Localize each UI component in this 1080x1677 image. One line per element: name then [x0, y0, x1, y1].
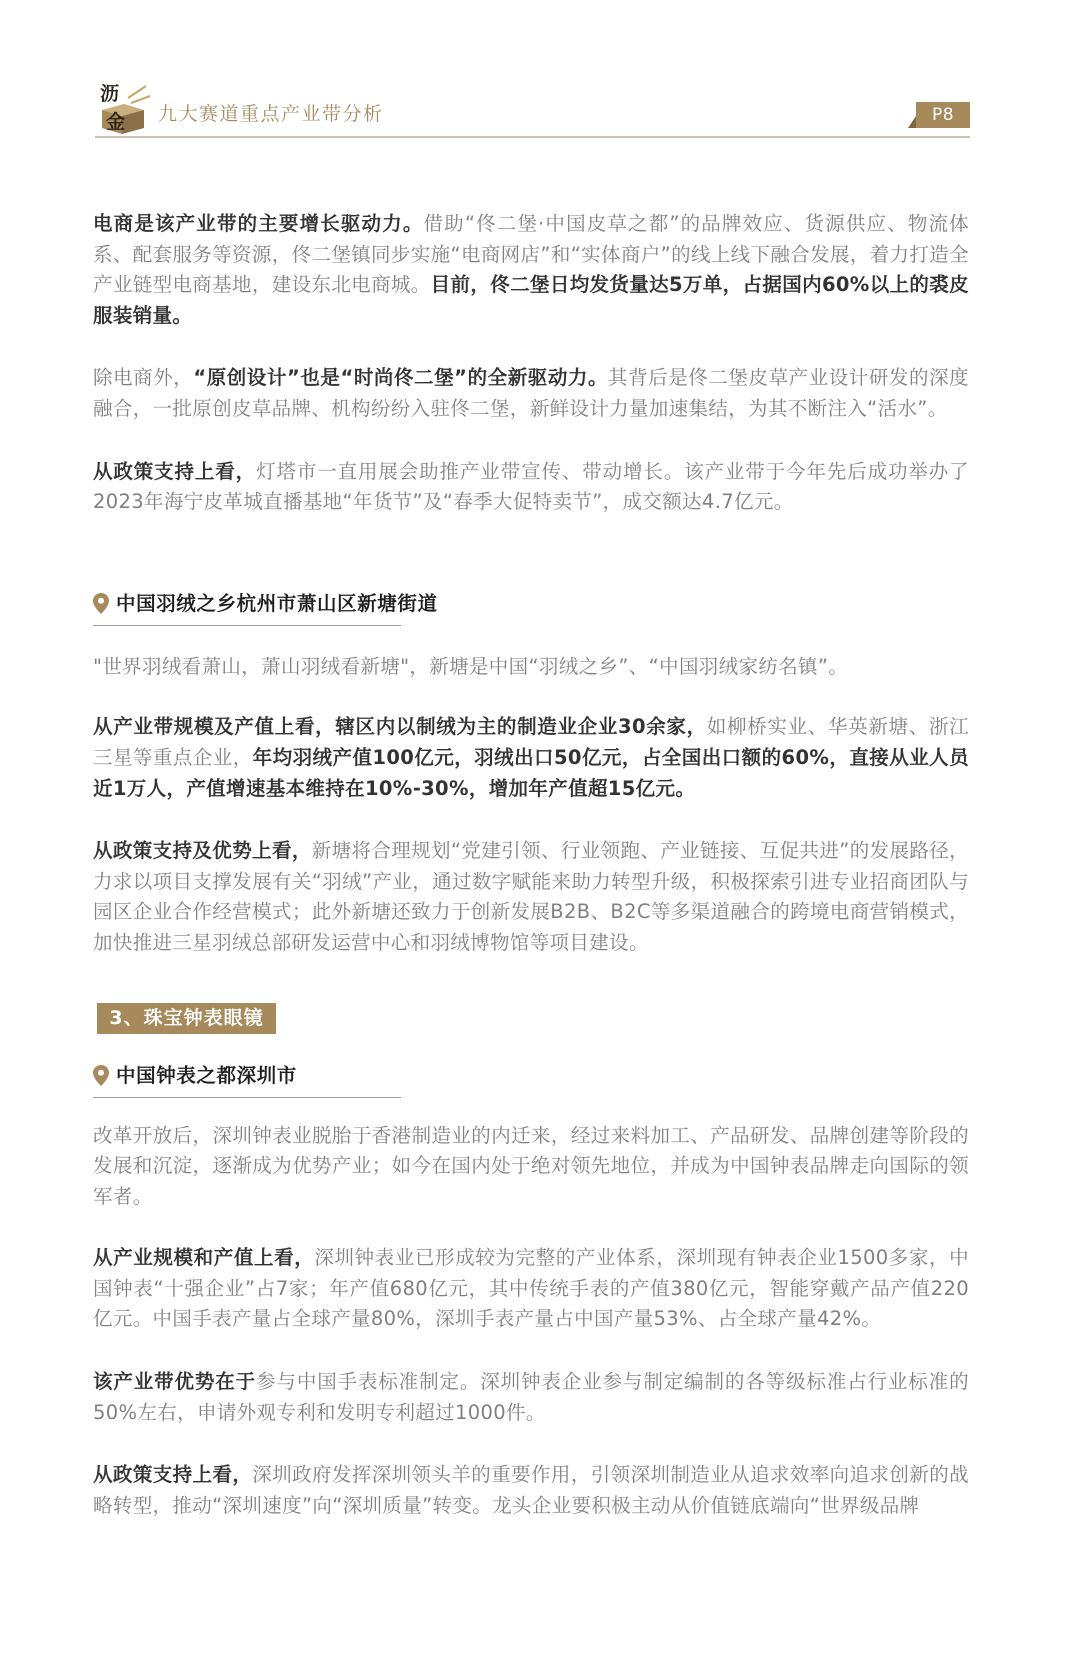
paragraph-body-text: 灯塔市一直用展会助推产业带宣传、带动增长。该产业带于今年先后成功举办了2023年海宁皮革城直播基地“年货节”及“春季大促特卖节”，成交额达4.7亿元。: [93, 459, 969, 514]
paragraph-body-text: 除电商外，: [93, 366, 194, 390]
paragraph-body-text: 参与中国手表标准制定。深圳钟表企业参与制定编制的各等级标准占行业标准的50%左右，申请外观专利和发明专利超过1000件。: [93, 1370, 969, 1424]
logo-ray: [128, 86, 146, 98]
paragraph-bold-text: 从产业规模和产值上看，: [93, 1246, 315, 1270]
header-title: 九大赛道重点产业带分析: [158, 103, 384, 125]
paragraph-body-text: 深圳钟表业已形成较为完整的产业体系，深圳现有钟表企业1500多家，中国钟表“十强企业”占7家；年产值680亿元，其中传统手表的产值380亿元，智能穿戴产品产值220亿元。中国手表产量占全球产量80%，深圳手表产量占中国产量53%、占全球产量42%。: [93, 1246, 969, 1331]
paragraph-body-text: 借助“佟二堡·中国皮草之都”的品牌效应、货源供应、物流体系、配套服务等资源，佟二堡镇同步实施“电商网店”和“实体商户”的线上线下融合发展，着力打造全产业链型电商基地，建设东北电商城。: [93, 212, 969, 297]
pin-hole: [98, 598, 104, 604]
heading-text: 中国钟表之都深圳市: [116, 1063, 297, 1087]
location-pin-icon: [93, 593, 109, 614]
logo-glyph-bottom: 金: [106, 111, 126, 133]
paragraph-bold-text: 年均羽绒产值100亿元，羽绒出口50亿元，占全国出口额的60%，直接从业人员近1万人，产值增速基本维持在10%-30%，增加年产值超15亿元。: [93, 745, 969, 800]
paragraph-shenzhen-intro: [93, 1121, 969, 1213]
heading-underline: [93, 1097, 401, 1098]
location-pin-icon: [93, 1065, 109, 1086]
page-number-badge: P8: [916, 102, 970, 128]
paragraph-shenzhen-advantage: [93, 1367, 969, 1428]
paragraph-shenzhen-scale: [93, 1243, 969, 1335]
paragraph-bold-text: 电商是该产业带的主要增长驱动力。: [93, 212, 424, 235]
paragraph-body-text: 新塘将合理规划“党建引领、行业领跑、产业链接、互促共进”的发展路径，力求以项目支撑发展有关“羽绒”产业，通过数字赋能来助力转型升级，积极探索引进专业招商团队与园区企业合作经营模式；此外新塘还致力于创新发展B2B、B2C等多渠道融合的跨境电商营销模式，加快推进三星羽绒总部研发运营中心和羽绒博物馆等项目建设。: [93, 839, 969, 954]
brand-logo: [94, 78, 152, 136]
article-body: [93, 209, 969, 1521]
paragraph-body-text: "世界羽绒看萧山，萧山羽绒看新塘"，新塘是中国“羽绒之乡”、“中国羽绒家纺名镇”。: [93, 654, 849, 678]
paragraph-shenzhen-policy: [93, 1460, 969, 1521]
paragraph-xintang-intro: [93, 652, 969, 683]
heading-underline: [93, 625, 401, 626]
header-divider: [95, 136, 970, 138]
paragraph-body-text: 改革开放后，深圳钟表业脱胎于香港制造业的内迁来，经过来料加工、产品研发、品牌创建等阶段的发展和沉淀，逐渐成为优势产业；如今在国内处于绝对领先地位，并成为中国钟表品牌走向国际的领军者。: [93, 1123, 969, 1208]
paragraph-bold-text: “原创设计”也是“时尚佟二堡”的全新驱动力。: [193, 366, 609, 390]
logo-ray: [131, 96, 150, 103]
paragraph-bold-text: 从政策支持上看，: [93, 1463, 253, 1487]
paragraph-xintang-scale: [93, 712, 969, 804]
paragraph-policy-dengta: [93, 457, 969, 518]
heading-text: 中国羽绒之乡杭州市萧山区新塘街道: [116, 591, 438, 615]
paragraph-body-text: 如柳桥实业、华英新塘、浙江三星等重点企业，: [93, 715, 969, 769]
logo-glyph-top: 沥: [100, 83, 120, 105]
category-tag-jewelry-watches-glasses: 3、珠宝钟表眼镜: [97, 1003, 276, 1034]
section-heading-shenzhen: [93, 1061, 969, 1098]
heading-row: [93, 589, 969, 619]
paragraph-bold-text: 该产业带优势在于: [93, 1370, 257, 1394]
paragraph-bold-text: 从政策支持及优势上看，: [93, 839, 312, 863]
paragraph-xintang-policy: [93, 836, 969, 958]
paragraph-body-text: 其背后是佟二堡皮草产业设计研发的深度融合，一批原创皮草品牌、机构纷纷入驻佟二堡，新鲜设计力量加速集结，为其不断注入“活水”。: [93, 366, 969, 420]
pin-hole: [98, 1070, 104, 1076]
paragraph-original-design: [93, 363, 969, 424]
paragraph-body-text: 深圳政府发挥深圳领头羊的重要作用，引领深圳制造业从追求效率向追求创新的战略转型，推动“深圳速度”向“深圳质量”转变。龙头企业要积极主动从价值链底端向“世界级品牌: [93, 1463, 969, 1517]
paragraph-ecommerce-driver: [93, 209, 969, 331]
paragraph-bold-text: 从政策支持上看，: [93, 459, 257, 483]
paragraph-bold-text: 目前，佟二堡日均发货量达5万单，占据国内60%以上的裘皮服装销量。: [93, 273, 969, 327]
section-heading-xintang: [93, 589, 969, 626]
paragraph-bold-text: 从产业带规模及产值上看，辖区内以制绒为主的制造业企业30余家，: [93, 715, 707, 739]
heading-row: [93, 1061, 969, 1091]
